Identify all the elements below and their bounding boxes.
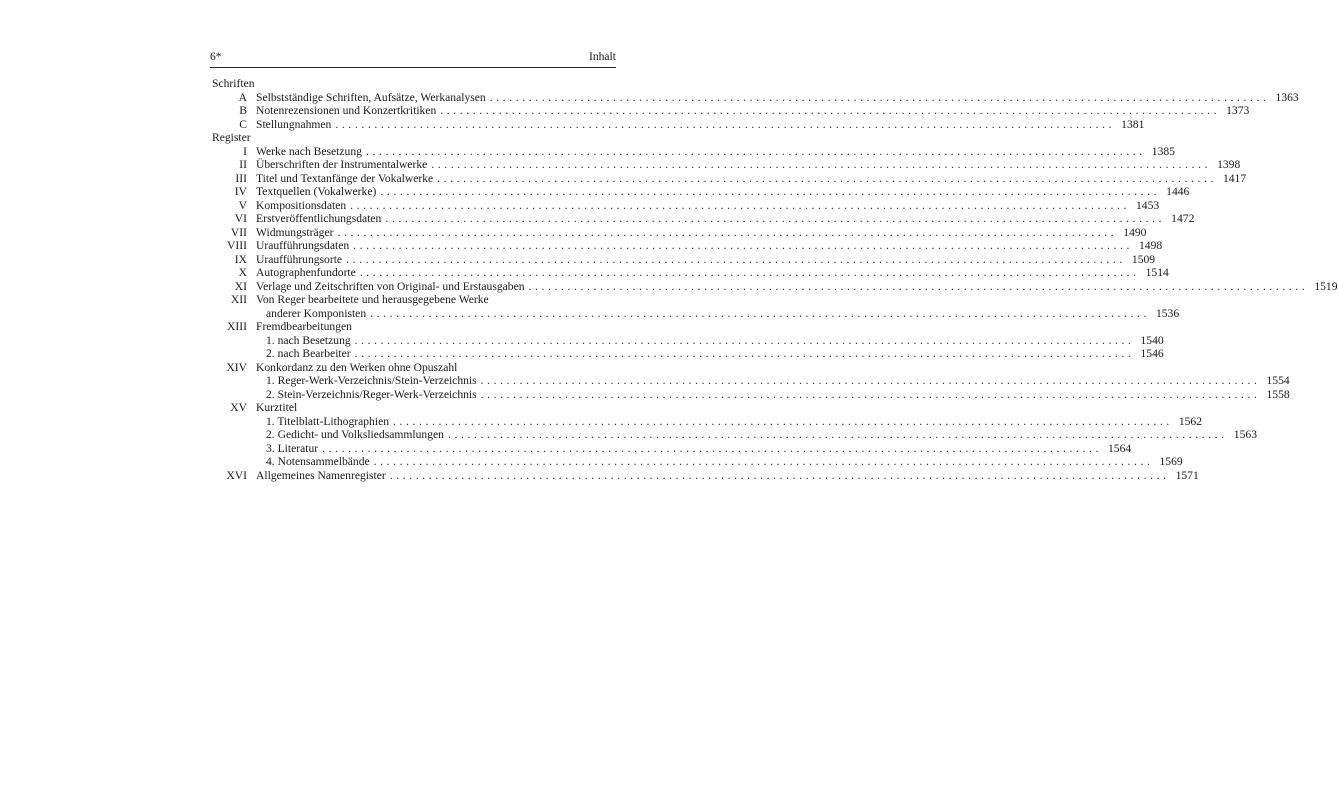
toc-entry-title: Von Reger bearbeitete und herausgegebene Werke (256, 293, 489, 306)
toc-entry-title: Stellungnahmen (256, 117, 332, 131)
running-head (210, 50, 616, 68)
dot-leader: ........................................................................................................................ (437, 171, 1217, 185)
toc-entry-number: VIII (227, 239, 247, 252)
toc-entry-title: Widmungsträger (256, 225, 334, 239)
toc-entry-number: XI (234, 279, 247, 293)
dot-leader: ........................................................................................................................ (431, 158, 1212, 171)
toc-entry-title-continued: anderer Komponisten (266, 306, 367, 320)
toc-entry[interactable] (210, 104, 1250, 118)
toc-entry-number: X (238, 266, 247, 279)
toc-entry-title: Selbstständige Schriften, Aufsätze, Werkanalysen (256, 90, 486, 104)
toc-entry-page: 1381 (1121, 117, 1145, 131)
toc-entry-number: I (243, 144, 247, 158)
toc-entry-number: XIII (227, 320, 247, 333)
toc-entry[interactable] (210, 361, 616, 375)
toc-entry-number: XVI (226, 468, 247, 482)
toc-entry[interactable] (210, 90, 1299, 105)
toc-subentry[interactable] (210, 441, 1132, 456)
toc-entry-page: 1385 (1151, 144, 1175, 158)
toc-entry-number: B (239, 104, 247, 117)
toc-entry[interactable] (210, 144, 1175, 159)
dot-leader: ........................................................................................................................ (385, 212, 1166, 225)
toc-entry-title: 1. Reger-Werk-Verzeichnis/Stein-Verzeichnis (266, 374, 477, 387)
toc-entry-number: A (238, 90, 247, 104)
toc-subentry[interactable] (210, 333, 1164, 348)
dot-leader: ........................................................................................................................ (354, 347, 1135, 360)
dot-leader: ........................................................................................................................ (393, 414, 1173, 428)
dot-leader: ........................................................................................................................ (480, 374, 1261, 387)
dot-leader: ........................................................................................................................ (335, 117, 1116, 131)
toc-entry-page: 1563 (1233, 428, 1257, 441)
toc-entry-title: Konkordanz zu den Werken ohne Opuszahl (256, 360, 458, 374)
toc-section-heading: Schriften (212, 77, 255, 90)
toc-entry-page: 1498 (1138, 239, 1163, 252)
toc-entry-page: 1472 (1171, 212, 1195, 225)
toc-entry-page: 1446 (1166, 185, 1190, 198)
toc-entry-number: VI (234, 212, 247, 225)
dot-leader: ........................................................................................................................ (353, 239, 1133, 252)
toc-entry-number: II (239, 158, 247, 171)
toc-entry-page: 1558 (1266, 387, 1290, 401)
toc-subentry[interactable] (210, 387, 1290, 402)
toc-entry-number: VII (230, 225, 247, 239)
toc-entry-title: 3. Literatur (266, 441, 319, 455)
page-number: 6* (210, 50, 222, 63)
toc-subentry[interactable] (210, 428, 1257, 442)
toc-entry-title: Autographenfundorte (256, 266, 356, 279)
toc-entry[interactable] (210, 401, 616, 415)
toc-entry-title: Verlage und Zeitschriften von Original- und Erstausgaben (256, 279, 525, 293)
toc-entry-page: 1363 (1275, 90, 1299, 104)
toc-entry-number: V (238, 198, 247, 212)
toc-entry-page: 1519 (1314, 279, 1338, 293)
toc-entry-title: Kompositionsdaten (256, 198, 347, 212)
toc-entry-title: 2. nach Bearbeiter (266, 347, 351, 360)
toc-subentry[interactable] (210, 455, 1183, 469)
table-of-contents (210, 77, 1338, 482)
section-title: Inhalt (588, 50, 616, 63)
toc-entry-page: 1571 (1175, 468, 1199, 482)
toc-entry-title: Uraufführungsdaten (256, 239, 350, 252)
toc-entry[interactable] (210, 212, 1195, 226)
dot-leader: ........................................................................................................................ (528, 279, 1309, 293)
toc-entry-page: 1514 (1145, 266, 1169, 279)
dot-leader: ........................................................................................................................ (489, 90, 1270, 104)
toc-entry[interactable] (210, 198, 1160, 213)
toc-entry[interactable] (210, 117, 1145, 132)
dot-leader: ........................................................................................................................ (322, 441, 1102, 455)
dot-leader: ........................................................................................................................ (373, 455, 1154, 468)
dot-leader: ........................................................................................................................ (389, 468, 1170, 482)
toc-entry-number: XIV (226, 360, 247, 374)
toc-entry-page: 1373 (1226, 104, 1250, 117)
toc-entry-page: 1546 (1140, 347, 1164, 360)
toc-subentry[interactable] (210, 347, 1164, 361)
toc-entry[interactable] (210, 320, 616, 334)
toc-entry-number: C (239, 117, 247, 131)
toc-entry-page: 1554 (1266, 374, 1290, 387)
dot-leader: ........................................................................................................................ (337, 225, 1118, 239)
toc-entry-title: Uraufführungsorte (256, 252, 343, 266)
toc-entry[interactable] (210, 279, 1338, 294)
toc-entry[interactable] (210, 293, 616, 307)
toc-entry-title: Notenrezensionen und Konzertkritiken (256, 104, 437, 117)
toc-entry-page: 1417 (1222, 171, 1247, 185)
dot-leader: ........................................................................................................................ (447, 428, 1228, 441)
toc-entry-page: 1540 (1140, 333, 1164, 347)
toc-subentry[interactable] (210, 414, 1203, 429)
toc-entry-title: 1. nach Besetzung (266, 333, 351, 347)
toc-entry[interactable] (210, 185, 1190, 199)
toc-entry-number: XV (230, 401, 247, 414)
toc-entry-title: Kurztitel (256, 401, 298, 414)
dot-leader: ........................................................................................................................ (365, 144, 1146, 158)
toc-entry[interactable] (210, 266, 1169, 280)
toc-subentry[interactable] (210, 374, 1290, 388)
toc-entry-page: 1398 (1217, 158, 1241, 171)
toc-entry[interactable] (210, 239, 1163, 253)
dot-leader: ........................................................................................................................ (359, 266, 1140, 279)
toc-section-heading: Register (212, 131, 251, 144)
toc-entry-title: 1. Titelblatt-Lithographien (266, 414, 390, 428)
toc-entry-page: 1490 (1123, 225, 1147, 239)
dot-leader: ........................................................................................................................ (346, 252, 1126, 266)
toc-entry[interactable] (210, 468, 1199, 483)
toc-entry-title: 2. Gedicht- und Volksliedsammlungen (266, 428, 444, 441)
dot-leader: ........................................................................................................................ (370, 306, 1150, 320)
toc-entry-title: Titel und Textanfänge der Vokalwerke (256, 171, 434, 185)
toc-entry[interactable] (210, 225, 1147, 240)
dot-leader: ........................................................................................................................ (440, 104, 1221, 117)
toc-entry-number: IX (234, 252, 247, 266)
toc-page (210, 50, 1338, 482)
toc-entry-number: IV (234, 185, 247, 198)
toc-entry-continuation[interactable] (210, 306, 1180, 321)
toc-entry-page: 1564 (1107, 441, 1132, 455)
toc-entry-title: Werke nach Besetzung (256, 144, 362, 158)
toc-entry-number: XII (230, 293, 247, 306)
toc-entry-page: 1509 (1131, 252, 1156, 266)
dot-leader: ........................................................................................................................ (380, 185, 1161, 198)
toc-entry-number: III (235, 171, 247, 185)
toc-entry-page: 1569 (1159, 455, 1183, 468)
dot-leader: ........................................................................................................................ (354, 333, 1135, 347)
toc-entry-title: 4. Notensammelbände (266, 455, 370, 468)
toc-entry-page: 1562 (1178, 414, 1203, 428)
toc-entry[interactable] (210, 171, 1247, 186)
dot-leader: ........................................................................................................................ (480, 387, 1261, 401)
toc-entry-page: 1536 (1155, 306, 1180, 320)
toc-entry-title: 2. Stein-Verzeichnis/Reger-Werk-Verzeichnis (266, 387, 477, 401)
dot-leader: ........................................................................................................................ (350, 198, 1130, 212)
toc-entry-title: Fremdbearbeitungen (256, 320, 352, 333)
toc-entry-title: Textquellen (Vokalwerke) (256, 185, 377, 198)
toc-entry-page: 1453 (1135, 198, 1160, 212)
toc-entry[interactable] (210, 158, 1241, 172)
toc-entry[interactable] (210, 252, 1156, 267)
toc-entry-title: Allgemeines Namenregister (256, 468, 386, 482)
toc-entry-title: Überschriften der Instrumentalwerke (256, 158, 428, 171)
toc-entry-title: Erstveröffentlichungsdaten (256, 212, 382, 225)
